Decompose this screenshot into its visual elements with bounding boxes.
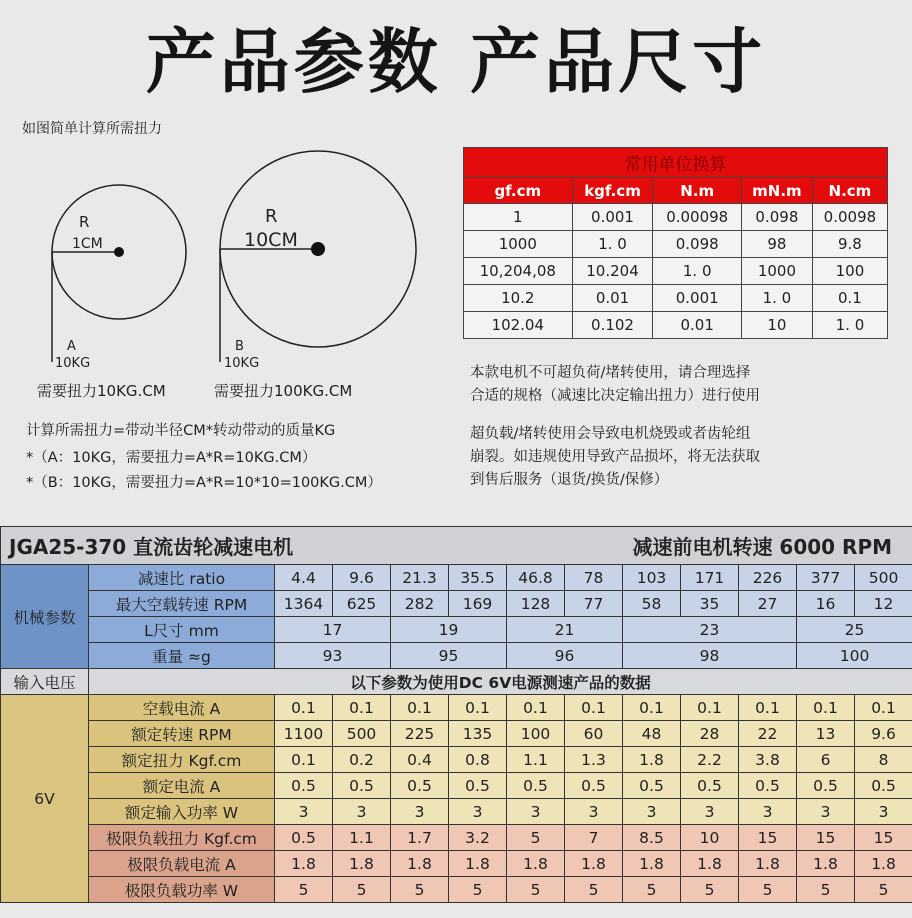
small-radius-label: 1CM bbox=[72, 236, 103, 252]
spec-cell: 0.1 bbox=[391, 695, 449, 721]
spec-cell: 60 bbox=[565, 721, 623, 747]
point-b-label: B bbox=[235, 339, 244, 354]
weight-cell: 100 bbox=[797, 643, 912, 669]
spec-cell: 5 bbox=[275, 877, 333, 903]
ratio-cell: 226 bbox=[739, 565, 797, 591]
spec-cell: 3 bbox=[623, 799, 681, 825]
spec-cell: 1.8 bbox=[275, 851, 333, 877]
spec-cell: 0.1 bbox=[333, 695, 391, 721]
spec-row bbox=[1, 773, 912, 799]
conversion-cell: 1 bbox=[464, 204, 573, 231]
conversion-header: kgf.cm bbox=[572, 178, 653, 204]
small-mass-label: 10KG bbox=[55, 356, 91, 371]
spec-row-label: 额定电流 A bbox=[89, 773, 275, 799]
conversion-cell: 0.001 bbox=[653, 285, 741, 312]
noload-speed-cell: 1364 bbox=[275, 591, 333, 617]
motor-spec-table bbox=[0, 526, 912, 903]
spec-cell: 0.5 bbox=[391, 773, 449, 799]
spec-cell: 5 bbox=[739, 877, 797, 903]
spec-cell: 0.5 bbox=[275, 825, 333, 851]
spec-cell: 1.8 bbox=[681, 851, 739, 877]
spec-cell: 28 bbox=[681, 721, 739, 747]
conversion-cell: 0.01 bbox=[572, 285, 653, 312]
spec-cell: 0.1 bbox=[507, 695, 565, 721]
small-center-dot bbox=[114, 247, 124, 257]
conversion-cell: 0.102 bbox=[572, 312, 653, 339]
spec-cell: 5 bbox=[507, 877, 565, 903]
weight-cell: 95 bbox=[391, 643, 507, 669]
spec-cell: 5 bbox=[507, 825, 565, 851]
ratio-cell: 171 bbox=[681, 565, 739, 591]
small-caption: 需要扭力10KG.CM bbox=[37, 382, 166, 400]
spec-cell: 1.8 bbox=[855, 851, 912, 877]
spec-row bbox=[1, 747, 912, 773]
noload-speed-label: 最大空载转速 RPM bbox=[89, 591, 275, 617]
spec-cell: 48 bbox=[623, 721, 681, 747]
noload-speed-cell: 77 bbox=[565, 591, 623, 617]
ratio-cell: 4.4 bbox=[275, 565, 333, 591]
conversion-header: N.cm bbox=[812, 178, 887, 204]
ratio-cell: 35.5 bbox=[449, 565, 507, 591]
spec-cell: 0.1 bbox=[623, 695, 681, 721]
spec-cell: 7 bbox=[565, 825, 623, 851]
length-cell: 21 bbox=[507, 617, 623, 643]
spec-cell: 5 bbox=[623, 877, 681, 903]
noload-speed-cell: 625 bbox=[333, 591, 391, 617]
calc-note: 如图简单计算所需扭力 bbox=[22, 121, 162, 137]
conversion-header: gf.cm bbox=[464, 178, 573, 204]
conversion-cell: 0.1 bbox=[812, 285, 887, 312]
large-center-dot bbox=[311, 242, 325, 256]
spec-cell: 1.8 bbox=[333, 851, 391, 877]
conversion-cell: 1. 0 bbox=[812, 312, 887, 339]
warning-line: 本款电机不可超负荷/堵转使用，请合理选择 bbox=[470, 365, 751, 381]
spec-row-label: 空载电流 A bbox=[89, 695, 275, 721]
spec-cell: 1.8 bbox=[739, 851, 797, 877]
spec-cell: 1100 bbox=[275, 721, 333, 747]
input-voltage-label: 输入电压 bbox=[1, 669, 89, 695]
spec-cell: 1.8 bbox=[565, 851, 623, 877]
spec-cell: 15 bbox=[797, 825, 855, 851]
conversion-cell: 0.098 bbox=[653, 231, 741, 258]
warning-line: 超负载/堵转使用会导致电机烧毁或者齿轮组 bbox=[470, 426, 751, 442]
spec-cell: 5 bbox=[797, 877, 855, 903]
spec-cell: 5 bbox=[391, 877, 449, 903]
warning-line: 到售后服务（退货/换货/保修） bbox=[470, 472, 669, 488]
conversion-cell: 1. 0 bbox=[653, 258, 741, 285]
conversion-cell: 102.04 bbox=[464, 312, 573, 339]
page-title: 产品参数 产品尺寸 bbox=[145, 21, 767, 103]
conversion-row bbox=[464, 258, 888, 285]
spec-row bbox=[1, 877, 912, 903]
spec-cell: 3 bbox=[681, 799, 739, 825]
spec-cell: 0.5 bbox=[333, 773, 391, 799]
spec-cell: 13 bbox=[797, 721, 855, 747]
spec-cell: 0.5 bbox=[449, 773, 507, 799]
spec-cell: 8 bbox=[855, 747, 912, 773]
spec-cell: 5 bbox=[855, 877, 912, 903]
conversion-cell: 98 bbox=[741, 231, 812, 258]
noload-speed-cell: 169 bbox=[449, 591, 507, 617]
conversion-cell: 0.00098 bbox=[653, 204, 741, 231]
conversion-cell: 100 bbox=[812, 258, 887, 285]
spec-cell: 1.7 bbox=[391, 825, 449, 851]
formula-line: 计算所需扭力=带动半径CM*转动带动的质量KG bbox=[26, 423, 336, 439]
spec-cell: 0.8 bbox=[449, 747, 507, 773]
spec-cell: 2.2 bbox=[681, 747, 739, 773]
noload-speed-cell: 12 bbox=[855, 591, 912, 617]
spec-cell: 500 bbox=[333, 721, 391, 747]
spec-row bbox=[1, 799, 912, 825]
warning-line: 崩裂。如违规使用导致产品损坏，将无法获取 bbox=[470, 449, 760, 465]
spec-cell: 0.1 bbox=[739, 695, 797, 721]
spec-cell: 9.6 bbox=[855, 721, 912, 747]
ratio-cell: 78 bbox=[565, 565, 623, 591]
spec-cell: 3.8 bbox=[739, 747, 797, 773]
spec-cell: 0.5 bbox=[565, 773, 623, 799]
spec-cell: 1.8 bbox=[797, 851, 855, 877]
spec-cell: 1.8 bbox=[623, 851, 681, 877]
noload-speed-cell: 16 bbox=[797, 591, 855, 617]
ratio-cell: 9.6 bbox=[333, 565, 391, 591]
length-label: L尺寸 mm bbox=[89, 617, 275, 643]
conversion-caption: 常用单位换算 bbox=[464, 148, 888, 178]
spec-cell: 15 bbox=[739, 825, 797, 851]
noload-speed-cell: 27 bbox=[739, 591, 797, 617]
spec-cell: 1.8 bbox=[507, 851, 565, 877]
spec-cell: 1.1 bbox=[507, 747, 565, 773]
spec-cell: 0.1 bbox=[681, 695, 739, 721]
spec-cell: 5 bbox=[333, 877, 391, 903]
spec-cell: 0.2 bbox=[333, 747, 391, 773]
spec-cell: 5 bbox=[449, 877, 507, 903]
conversion-row bbox=[464, 204, 888, 231]
conversion-cell: 9.8 bbox=[812, 231, 887, 258]
spec-cell: 3 bbox=[507, 799, 565, 825]
spec-cell: 0.5 bbox=[797, 773, 855, 799]
spec-cell: 225 bbox=[391, 721, 449, 747]
conversion-row bbox=[464, 231, 888, 258]
spec-cell: 0.1 bbox=[565, 695, 623, 721]
spec-cell: 3 bbox=[565, 799, 623, 825]
spec-cell: 1.8 bbox=[623, 747, 681, 773]
conversion-cell: 10 bbox=[741, 312, 812, 339]
spec-row-label: 额定输入功率 W bbox=[89, 799, 275, 825]
spec-cell: 0.5 bbox=[855, 773, 912, 799]
spec-cell: 5 bbox=[565, 877, 623, 903]
spec-cell: 1.8 bbox=[449, 851, 507, 877]
voltage-label: 6V bbox=[1, 695, 89, 903]
spec-cell: 8.5 bbox=[623, 825, 681, 851]
conversion-cell: 0.01 bbox=[653, 312, 741, 339]
spec-cell: 0.5 bbox=[275, 773, 333, 799]
conversion-cell: 0.001 bbox=[572, 204, 653, 231]
spec-cell: 22 bbox=[739, 721, 797, 747]
conversion-cell: 10.204 bbox=[572, 258, 653, 285]
model-name: JGA25-370 直流齿轮减速电机 bbox=[1, 527, 565, 565]
ratio-cell: 377 bbox=[797, 565, 855, 591]
spec-cell: 0.1 bbox=[275, 747, 333, 773]
mechanical-params-label: 机械参数 bbox=[1, 565, 89, 669]
formula-line: *（B：10KG，需要扭力=A*R=10*10=100KG.CM） bbox=[26, 475, 382, 491]
ratio-cell: 46.8 bbox=[507, 565, 565, 591]
conversion-row bbox=[464, 312, 888, 339]
spec-cell: 135 bbox=[449, 721, 507, 747]
spec-cell: 0.1 bbox=[797, 695, 855, 721]
conversion-cell: 1000 bbox=[741, 258, 812, 285]
spec-cell: 0.1 bbox=[449, 695, 507, 721]
noload-speed-cell: 128 bbox=[507, 591, 565, 617]
ratio-label: 减速比 ratio bbox=[89, 565, 275, 591]
spec-cell: 3 bbox=[739, 799, 797, 825]
spec-row-label: 极限负载电流 A bbox=[89, 851, 275, 877]
spec-row bbox=[1, 721, 912, 747]
conversion-cell: 10.2 bbox=[464, 285, 573, 312]
spec-cell: 1.1 bbox=[333, 825, 391, 851]
spec-cell: 0.5 bbox=[739, 773, 797, 799]
length-cell: 25 bbox=[797, 617, 912, 643]
spec-cell: 3 bbox=[855, 799, 912, 825]
spec-cell: 0.5 bbox=[507, 773, 565, 799]
conversion-cell: 1. 0 bbox=[572, 231, 653, 258]
spec-row bbox=[1, 825, 912, 851]
conversion-cell: 1000 bbox=[464, 231, 573, 258]
spec-row bbox=[1, 695, 912, 721]
spec-cell: 0.1 bbox=[275, 695, 333, 721]
spec-cell: 3 bbox=[275, 799, 333, 825]
warning-line: 合适的规格（减速比决定输出扭力）进行使用 bbox=[470, 388, 760, 404]
weight-cell: 98 bbox=[623, 643, 797, 669]
conversion-cell: 0.098 bbox=[741, 204, 812, 231]
spec-cell: 0.1 bbox=[855, 695, 912, 721]
noload-speed-cell: 58 bbox=[623, 591, 681, 617]
spec-row bbox=[1, 851, 912, 877]
spec-cell: 15 bbox=[855, 825, 912, 851]
spec-cell: 1.3 bbox=[565, 747, 623, 773]
unit-conversion-table bbox=[463, 147, 888, 339]
spec-row-label: 极限负载扭力 Kgf.cm bbox=[89, 825, 275, 851]
spec-cell: 3 bbox=[391, 799, 449, 825]
weight-cell: 96 bbox=[507, 643, 623, 669]
spec-cell: 10 bbox=[681, 825, 739, 851]
spec-row-label: 额定扭力 Kgf.cm bbox=[89, 747, 275, 773]
large-r-label: R bbox=[265, 206, 278, 227]
formula-line: *（A：10KG，需要扭力=A*R=10KG.CM） bbox=[26, 450, 317, 466]
pre-reduction-speed: 减速前电机转速 6000 RPM bbox=[565, 527, 912, 565]
ratio-cell: 500 bbox=[855, 565, 912, 591]
spec-cell: 3.2 bbox=[449, 825, 507, 851]
length-cell: 23 bbox=[623, 617, 797, 643]
spec-cell: 3 bbox=[449, 799, 507, 825]
weight-cell: 93 bbox=[275, 643, 391, 669]
spec-row-label: 额定转速 RPM bbox=[89, 721, 275, 747]
large-caption: 需要扭力100KG.CM bbox=[214, 382, 353, 400]
spec-cell: 3 bbox=[333, 799, 391, 825]
point-a-label: A bbox=[67, 339, 76, 354]
conversion-cell: 0.0098 bbox=[812, 204, 887, 231]
conversion-header: mN.m bbox=[741, 178, 812, 204]
conversion-header: N.m bbox=[653, 178, 741, 204]
large-radius-label: 10CM bbox=[244, 229, 298, 251]
spec-cell: 3 bbox=[797, 799, 855, 825]
spec-cell: 5 bbox=[681, 877, 739, 903]
warning-text bbox=[470, 362, 760, 408]
spec-cell: 100 bbox=[507, 721, 565, 747]
warning-text bbox=[470, 423, 760, 492]
spec-cell: 1.8 bbox=[391, 851, 449, 877]
small-r-label: R bbox=[79, 213, 90, 231]
length-cell: 19 bbox=[391, 617, 507, 643]
large-mass-label: 10KG bbox=[224, 356, 260, 371]
conversion-cell: 10,204,08 bbox=[464, 258, 573, 285]
spec-cell: 0.5 bbox=[623, 773, 681, 799]
length-cell: 17 bbox=[275, 617, 391, 643]
spec-cell: 0.5 bbox=[681, 773, 739, 799]
conversion-row bbox=[464, 285, 888, 312]
noload-speed-cell: 282 bbox=[391, 591, 449, 617]
spec-row-label: 极限负载功率 W bbox=[89, 877, 275, 903]
weight-label: 重量 ≈g bbox=[89, 643, 275, 669]
spec-cell: 0.4 bbox=[391, 747, 449, 773]
spec-cell: 6 bbox=[797, 747, 855, 773]
noload-speed-cell: 35 bbox=[681, 591, 739, 617]
ratio-cell: 103 bbox=[623, 565, 681, 591]
input-note: 以下参数为使用DC 6V电源测速产品的数据 bbox=[89, 669, 912, 695]
conversion-cell: 1. 0 bbox=[741, 285, 812, 312]
ratio-cell: 21.3 bbox=[391, 565, 449, 591]
